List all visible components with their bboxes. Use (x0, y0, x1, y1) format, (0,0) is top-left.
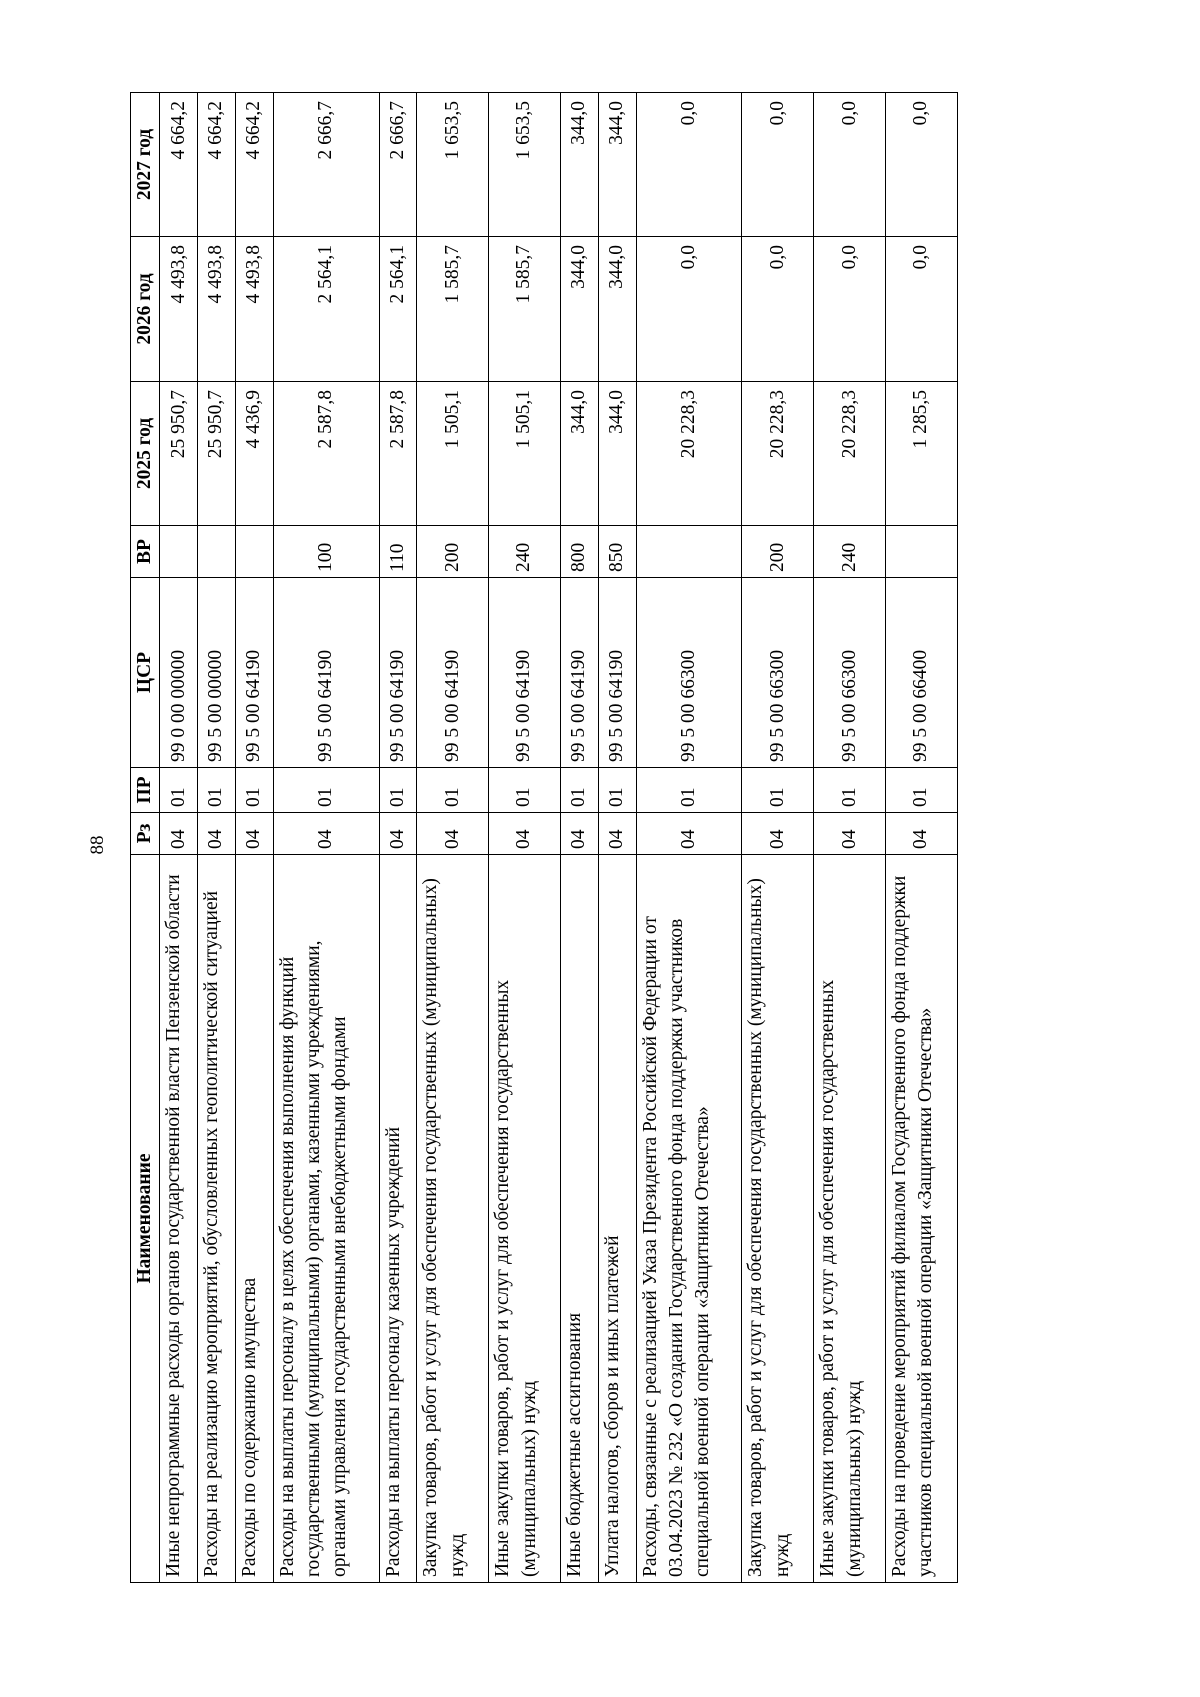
row-rz-cell: 04 (160, 813, 198, 855)
row-2027-cell: 0,0 (814, 93, 886, 237)
row-name-cell: Расходы на проведение мероприятий филиалом Государственного фонда поддержки участников специальной военной операции «Защитники Отечества» (886, 855, 958, 1583)
row-2026-cell: 1 585,7 (417, 237, 489, 382)
row-name-cell: Иные закупки товаров, работ и услуг для обеспечения государственных (муниципальных) нужд (814, 855, 886, 1583)
row-rz-cell: 04 (814, 813, 886, 855)
header-pr: ПР (131, 768, 160, 813)
row-2026-cell: 2 564,1 (273, 237, 379, 382)
row-csr-cell: 99 0 00 00000 (160, 578, 198, 768)
table-row (417, 93, 489, 1583)
row-csr-cell: 99 5 00 66300 (636, 578, 742, 768)
row-name-cell: Расходы по содержанию имущества (235, 855, 273, 1583)
row-2027-cell: 344,0 (561, 93, 599, 237)
row-rz-cell: 04 (379, 813, 417, 855)
row-vr-cell (886, 526, 958, 578)
row-pr-cell: 01 (417, 768, 489, 813)
row-vr-cell (636, 526, 742, 578)
row-vr-cell: 100 (273, 526, 379, 578)
row-csr-cell: 99 5 00 64190 (561, 578, 599, 768)
table-row (198, 93, 236, 1583)
row-2026-cell: 2 564,1 (379, 237, 417, 382)
row-2026-cell: 0,0 (886, 237, 958, 382)
row-vr-cell (160, 526, 198, 578)
header-name: Наименование (131, 855, 160, 1583)
row-2025-cell: 25 950,7 (160, 382, 198, 526)
row-csr-cell: 99 5 00 64190 (598, 578, 636, 768)
row-2027-cell: 1 653,5 (489, 93, 561, 237)
row-csr-cell: 99 5 00 66300 (742, 578, 814, 768)
row-name-cell: Расходы на выплаты персоналу в целях обеспечения выполнения функций государственными (муниципальными) органами, казенными учреждениями, органами управления государственными внебюджетными фондами (273, 855, 379, 1583)
row-2025-cell: 2 587,8 (273, 382, 379, 526)
row-pr-cell: 01 (235, 768, 273, 813)
row-rz-cell: 04 (273, 813, 379, 855)
row-2027-cell: 0,0 (886, 93, 958, 237)
row-pr-cell: 01 (379, 768, 417, 813)
row-csr-cell: 99 5 00 66300 (814, 578, 886, 768)
row-csr-cell: 99 5 00 64190 (379, 578, 417, 768)
row-2026-cell: 0,0 (636, 237, 742, 382)
row-name-cell: Расходы на выплаты персоналу казенных учреждений (379, 855, 417, 1583)
row-2026-cell: 0,0 (814, 237, 886, 382)
budget-table-container (130, 93, 958, 1583)
row-2025-cell: 1 505,1 (489, 382, 561, 526)
row-2026-cell: 1 585,7 (489, 237, 561, 382)
row-2027-cell: 0,0 (742, 93, 814, 237)
row-pr-cell: 01 (742, 768, 814, 813)
row-csr-cell: 99 5 00 66400 (886, 578, 958, 768)
row-name-cell: Иные непрограммные расходы органов государственной власти Пензенской области (160, 855, 198, 1583)
row-vr-cell (198, 526, 236, 578)
row-name-cell: Иные закупки товаров, работ и услуг для обеспечения государственных (муниципальных) нужд (489, 855, 561, 1583)
row-rz-cell: 04 (235, 813, 273, 855)
table-row (489, 93, 561, 1583)
table-row (160, 93, 198, 1583)
row-rz-cell: 04 (886, 813, 958, 855)
row-2025-cell: 20 228,3 (814, 382, 886, 526)
row-2025-cell: 4 436,9 (235, 382, 273, 526)
row-2025-cell: 344,0 (598, 382, 636, 526)
row-vr-cell: 200 (417, 526, 489, 578)
table-row (814, 93, 886, 1583)
header-2026: 2026 год (131, 237, 160, 382)
page-number: 88 (87, 835, 108, 855)
table-row (636, 93, 742, 1583)
row-2027-cell: 0,0 (636, 93, 742, 237)
row-2026-cell: 4 493,8 (198, 237, 236, 382)
row-csr-cell: 99 5 00 64190 (273, 578, 379, 768)
row-2025-cell: 1 285,5 (886, 382, 958, 526)
header-rz: Рз (131, 813, 160, 855)
table-row (379, 93, 417, 1583)
row-vr-cell: 850 (598, 526, 636, 578)
budget-table (130, 92, 958, 1583)
row-pr-cell: 01 (598, 768, 636, 813)
row-pr-cell: 01 (814, 768, 886, 813)
row-pr-cell: 01 (886, 768, 958, 813)
row-2025-cell: 20 228,3 (636, 382, 742, 526)
row-2025-cell: 1 505,1 (417, 382, 489, 526)
row-vr-cell (235, 526, 273, 578)
table-row (273, 93, 379, 1583)
row-2025-cell: 20 228,3 (742, 382, 814, 526)
row-name-cell: Закупка товаров, работ и услуг для обеспечения государственных (муниципальных) нужд (742, 855, 814, 1583)
table-row (235, 93, 273, 1583)
table-body (160, 93, 958, 1583)
header-2025: 2025 год (131, 382, 160, 526)
row-vr-cell: 240 (814, 526, 886, 578)
row-2027-cell: 2 666,7 (379, 93, 417, 237)
header-2027: 2027 год (131, 93, 160, 237)
row-pr-cell: 01 (160, 768, 198, 813)
row-2025-cell: 344,0 (561, 382, 599, 526)
row-rz-cell: 04 (636, 813, 742, 855)
row-rz-cell: 04 (489, 813, 561, 855)
row-vr-cell: 200 (742, 526, 814, 578)
row-vr-cell: 240 (489, 526, 561, 578)
table-row (742, 93, 814, 1583)
header-csr: ЦСР (131, 578, 160, 768)
row-2027-cell: 4 664,2 (160, 93, 198, 237)
row-2026-cell: 0,0 (742, 237, 814, 382)
row-2026-cell: 344,0 (561, 237, 599, 382)
row-pr-cell: 01 (561, 768, 599, 813)
row-2025-cell: 2 587,8 (379, 382, 417, 526)
row-pr-cell: 01 (273, 768, 379, 813)
row-2027-cell: 1 653,5 (417, 93, 489, 237)
row-2027-cell: 4 664,2 (235, 93, 273, 237)
row-rz-cell: 04 (417, 813, 489, 855)
table-row (598, 93, 636, 1583)
row-2027-cell: 344,0 (598, 93, 636, 237)
row-csr-cell: 99 5 00 64190 (417, 578, 489, 768)
row-csr-cell: 99 5 00 64190 (489, 578, 561, 768)
row-2027-cell: 4 664,2 (198, 93, 236, 237)
row-name-cell: Расходы на реализацию мероприятий, обусловленных геополитической ситуацией (198, 855, 236, 1583)
row-csr-cell: 99 5 00 00000 (198, 578, 236, 768)
row-2026-cell: 344,0 (598, 237, 636, 382)
table-row (561, 93, 599, 1583)
row-vr-cell: 800 (561, 526, 599, 578)
row-2026-cell: 4 493,8 (235, 237, 273, 382)
row-2025-cell: 25 950,7 (198, 382, 236, 526)
table-row (886, 93, 958, 1583)
row-pr-cell: 01 (489, 768, 561, 813)
row-pr-cell: 01 (198, 768, 236, 813)
row-csr-cell: 99 5 00 64190 (235, 578, 273, 768)
row-name-cell: Закупка товаров, работ и услуг для обеспечения государственных (муниципальных) нужд (417, 855, 489, 1583)
row-name-cell: Уплата налогов, сборов и иных платежей (598, 855, 636, 1583)
row-rz-cell: 04 (598, 813, 636, 855)
row-2026-cell: 4 493,8 (160, 237, 198, 382)
row-rz-cell: 04 (742, 813, 814, 855)
row-rz-cell: 04 (561, 813, 599, 855)
row-pr-cell: 01 (636, 768, 742, 813)
header-vr: ВР (131, 526, 160, 578)
row-name-cell: Иные бюджетные ассигнования (561, 855, 599, 1583)
row-rz-cell: 04 (198, 813, 236, 855)
row-name-cell: Расходы, связанные с реализацией Указа Президента Российской Федерации от 03.04.2023 № 232 «О создании Государственного фонда поддержки участников специальной военной операции «Защитники Отечества» (636, 855, 742, 1583)
table-header-row (131, 93, 160, 1583)
row-2027-cell: 2 666,7 (273, 93, 379, 237)
row-vr-cell: 110 (379, 526, 417, 578)
